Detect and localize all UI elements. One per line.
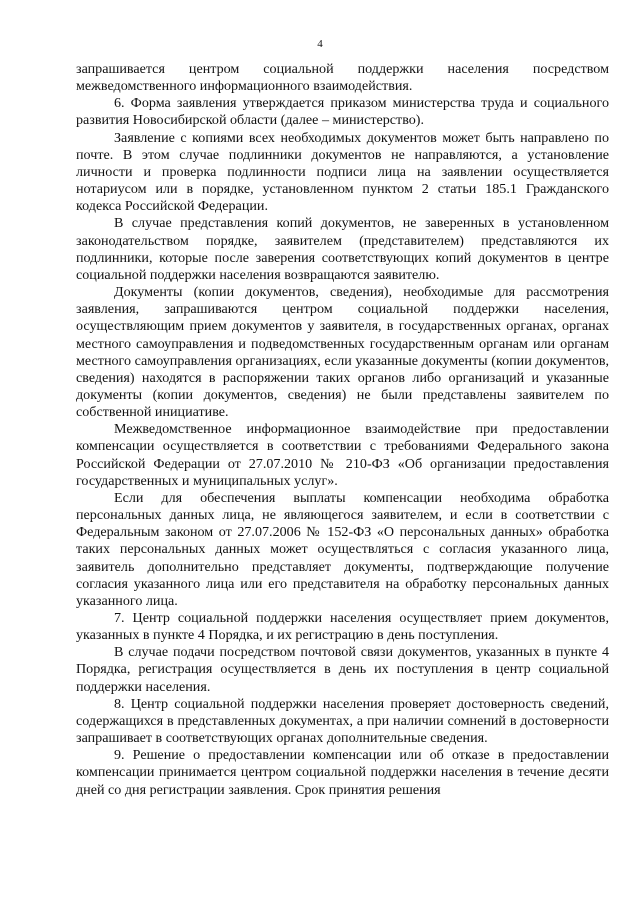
- paragraph-copies-certification: В случае представления копий документов, не заверенных в установленном законодательством порядке, заявителем (представителем) представляются их подлинники, которые после заверения соответствующих копий документов в центре социальной поддержки населения возвращаются заявителю.: [76, 215, 609, 283]
- paragraph-continuation: запрашивается центром социальной поддержки населения посредством межведомственного информационного взаимодействия.: [76, 61, 609, 95]
- paragraph-documents-request: Документы (копии документов, сведения), необходимые для рассмотрения заявления, запрашиваются центром социальной поддержки населения, осуществляющим прием документов у заявителя, в государственных органах, органах местного самоуправления и подведомственных государственным органам или органам местного самоуправления организациях, если указанные документы (копии документов, сведения) находятся в распоряжении таких органов либо организаций и указанные документы (копии документов, сведения) не были представлены заявителем по собственной инициативе.: [76, 284, 609, 421]
- paragraph-item-6: 6. Форма заявления утверждается приказом министерства труда и социального развития Новосибирской области (далее – министерство).: [76, 95, 609, 129]
- document-body: [76, 61, 609, 799]
- page-number: 4: [317, 38, 323, 50]
- paragraph-interagency: Межведомственное информационное взаимодействие при предоставлении компенсации осуществляется в соответствии с требованиями Федерального закона Российской Федерации от 27.07.2010 № 210-ФЗ «Об организации предоставления государственных и муниципальных услуг».: [76, 421, 609, 489]
- paragraph-mail-submission: Заявление с копиями всех необходимых документов может быть направлено по почте. В этом случае подлинники документов не направляются, а установление личности и проверка подлинности подписи лица на заявлении осуществляется нотариусом или в порядке, установленном пунктом 2 статьи 185.1 Гражданского кодекса Российской Федерации.: [76, 129, 609, 215]
- paragraph-item-7: 7. Центр социальной поддержки населения осуществляет прием документов, указанных в пункте 4 Порядка, и их регистрацию в день поступления.: [76, 610, 609, 644]
- paragraph-personal-data: Если для обеспечения выплаты компенсации необходима обработка персональных данных лица, не являющегося заявителем, и если в соответствии с Федеральным законом от 27.07.2006 № 152-ФЗ «О персональных данных» обработка таких персональных данных может осуществляться с согласия указанного лица, заявитель дополнительно представляет документы, подтверждающие получение согласия указанного лица или его представителя на обработку персональных данных указанного лица.: [76, 489, 609, 609]
- paragraph-item-8: 8. Центр социальной поддержки населения проверяет достоверность сведений, содержащихся в представленных документах, а при наличии сомнений в достоверности запрашивает в соответствующих органах дополнительные сведения.: [76, 695, 609, 747]
- paragraph-item-9: 9. Решение о предоставлении компенсации или об отказе в предоставлении компенсации принимается центром социальной поддержки населения в течение десяти дней со дня регистрации заявления. Срок принятия решения: [76, 747, 609, 798]
- paragraph-postal-registration: В случае подачи посредством почтовой связи документов, указанных в пункте 4 Порядка, регистрация осуществляется в день их поступления в центр социальной поддержки населения.: [76, 644, 609, 695]
